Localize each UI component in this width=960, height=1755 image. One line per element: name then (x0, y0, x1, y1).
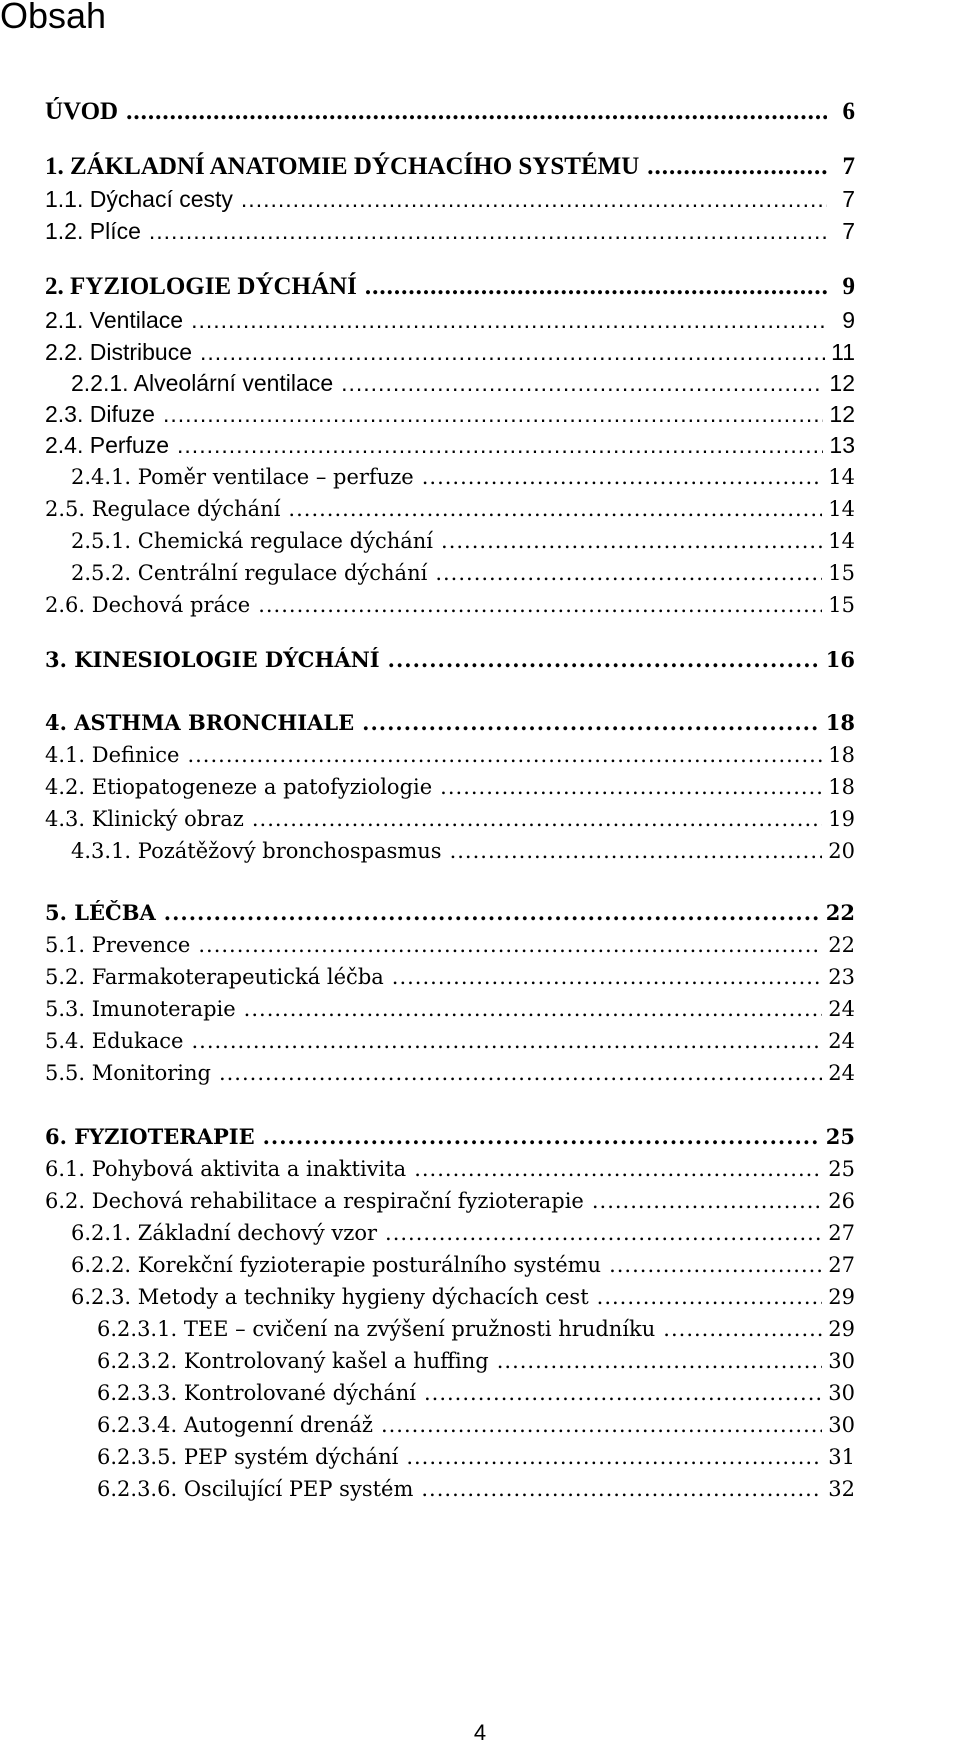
dot-leader (450, 834, 823, 868)
toc-entry-page: 18 (828, 775, 855, 799)
toc-entry-label: 2.5. Regulace dýchání (45, 497, 281, 521)
toc-entry-chapter-2[interactable] (45, 270, 855, 304)
toc-entry[interactable] (71, 556, 855, 590)
toc-entry[interactable] (45, 1152, 855, 1186)
toc-entry[interactable] (45, 397, 855, 431)
toc-entry-page: 22 (825, 900, 855, 925)
dot-leader (244, 992, 823, 1026)
toc-entry-label: 6.2. Dechová rehabilitace a respirační fyzioterapie (45, 1189, 584, 1213)
toc-entry-label: 5.4. Edukace (45, 1029, 184, 1053)
toc-entry-page: 24 (828, 1029, 855, 1053)
toc-entry-chapter-4[interactable] (45, 706, 855, 740)
toc-entry[interactable] (71, 366, 855, 400)
dot-leader (177, 428, 823, 462)
dot-leader (435, 556, 822, 590)
dot-leader (362, 706, 820, 740)
toc-entry-label: 2.2.1. Alveolární ventilace (71, 370, 334, 396)
toc-entry-page: 22 (828, 933, 855, 957)
toc-entry-label: 6. FYZIOTERAPIE (45, 1124, 255, 1149)
toc-entry-label: 5.3. Imunoterapie (45, 997, 236, 1021)
toc-entry-label: 2.3. Difuze (45, 401, 155, 427)
dot-leader (414, 1152, 822, 1186)
toc-entry-page: 18 (828, 743, 855, 767)
toc-entry-page: 31 (828, 1445, 855, 1469)
dot-leader (191, 303, 827, 337)
toc-entry-page: 30 (828, 1381, 855, 1405)
toc-entry[interactable] (45, 182, 855, 216)
toc-entry-chapter-6[interactable] (45, 1120, 855, 1154)
page-number: 4 (473, 1720, 487, 1745)
toc-entry-label: 2. FYZIOLOGIE DÝCHÁNÍ (45, 273, 357, 300)
toc-entry-page: 27 (828, 1221, 855, 1245)
toc-entry-page: 24 (828, 997, 855, 1021)
toc-entry-label: 2.5.2. Centrální regulace dýchání (71, 561, 428, 585)
toc-entry[interactable] (45, 1056, 855, 1090)
dot-leader (198, 928, 822, 962)
toc-entry-label: 1.1. Dýchací cesty (45, 186, 233, 212)
dot-leader (187, 738, 822, 772)
toc-entry-label: 4.3. Klinický obraz (45, 807, 244, 831)
toc-entry-label: 1. ZÁKLADNÍ ANATOMIE DÝCHACÍHO SYSTÉMU (45, 153, 640, 180)
toc-entry-page: 6 (842, 98, 855, 125)
toc-entry-page: 29 (828, 1317, 855, 1341)
toc-entry-page: 14 (828, 529, 855, 553)
dot-leader (422, 460, 823, 494)
toc-entry-label: 1.2. Plíce (45, 218, 141, 244)
toc-entry[interactable] (71, 1280, 855, 1314)
toc-entry-page: 23 (828, 965, 855, 989)
dot-leader (252, 802, 822, 836)
toc-entry[interactable] (97, 1408, 855, 1442)
toc-entry-page: 16 (825, 647, 855, 672)
dot-leader (647, 150, 827, 184)
toc-entry-label: 6.2.3.6. Oscilující PEP systém (97, 1477, 414, 1501)
dot-leader (406, 1440, 822, 1474)
toc-entry-label: 6.2.3.3. Kontrolované dýchání (97, 1381, 416, 1405)
toc-entry-label: 4.1. Definice (45, 743, 180, 767)
dot-leader (440, 770, 822, 804)
toc-entry[interactable] (45, 214, 855, 248)
toc-entry-page: 26 (828, 1189, 855, 1213)
toc-entry-label: 2.6. Dechová práce (45, 593, 251, 617)
toc-entry[interactable] (45, 928, 855, 962)
toc-entry[interactable] (45, 738, 855, 772)
toc-entry[interactable] (45, 588, 855, 622)
toc-entry-label: 5.5. Monitoring (45, 1061, 211, 1085)
dot-leader (385, 1216, 822, 1250)
dot-leader (421, 1472, 822, 1506)
toc-entry-label: 5. LÉČBA (45, 900, 156, 925)
toc-entry-page: 12 (829, 370, 855, 396)
toc-entry-label: 6.2.3. Metody a techniky hygieny dýchacích cest (71, 1285, 589, 1309)
toc-entry-page: 24 (828, 1061, 855, 1085)
dot-leader (258, 588, 822, 622)
toc-entry[interactable] (71, 1216, 855, 1250)
toc-entry-label: 6.1. Pohybová aktivita a inaktivita (45, 1157, 407, 1181)
dot-leader (288, 492, 822, 526)
dot-leader (365, 270, 827, 304)
toc-entry-page: 7 (842, 186, 855, 212)
toc-entry[interactable] (97, 1376, 855, 1410)
toc-entry-chapter-3[interactable] (45, 643, 855, 677)
toc-entry-label: 6.2.3.1. TEE – cvičení na zvýšení pružnosti hrudníku (97, 1317, 656, 1341)
toc-entry-page: 18 (825, 710, 855, 735)
toc-entry-page: 14 (828, 497, 855, 521)
toc-entry-label: 6.2.3.4. Autogenní drenáž (97, 1413, 373, 1437)
dot-leader (126, 95, 827, 129)
toc-entry-label: 2.2. Distribuce (45, 339, 193, 365)
toc-entry[interactable] (45, 335, 855, 369)
dot-leader (424, 1376, 822, 1410)
dot-leader (441, 524, 822, 558)
toc-entry[interactable] (97, 1472, 855, 1506)
toc-entry-page: 15 (828, 593, 855, 617)
toc-entry-label: 4. ASTHMA BRONCHIALE (45, 710, 355, 735)
toc-entry-label: 4.3.1. Pozátěžový bronchospasmus (71, 839, 442, 863)
toc-entry-page: 20 (828, 839, 855, 863)
toc-entry-chapter-5[interactable] (45, 896, 855, 930)
toc-entry-page: 19 (828, 807, 855, 831)
dot-leader (663, 1312, 822, 1346)
toc-entry-page: 7 (842, 218, 855, 244)
toc-entry[interactable] (71, 460, 855, 494)
toc-entry[interactable] (71, 834, 855, 868)
dot-leader (164, 896, 820, 930)
toc-entry-label: 6.2.3.2. Kontrolovaný kašel a huffing (97, 1349, 489, 1373)
toc-entry-page: 11 (831, 339, 855, 365)
toc-entry-label: 6.2.3.5. PEP systém dýchání (97, 1445, 399, 1469)
toc-entry-label: 4.2. Etiopatogeneze a patofyziologie (45, 775, 433, 799)
toc-entry-page: 9 (842, 273, 855, 300)
toc-entry-label: ÚVOD (45, 98, 119, 125)
toc-entry-page: 25 (825, 1124, 855, 1149)
toc-entry-uvod[interactable] (45, 95, 855, 129)
dot-leader (592, 1184, 822, 1218)
dot-leader (381, 1408, 822, 1442)
toc-entry-label: 5.1. Prevence (45, 933, 191, 957)
toc-entry[interactable] (45, 1024, 855, 1058)
dot-leader (200, 335, 825, 369)
toc-entry[interactable] (45, 802, 855, 836)
toc-entry-page: 9 (842, 307, 855, 333)
toc-entry-chapter-1[interactable] (45, 150, 855, 184)
toc-entry-page: 30 (828, 1413, 855, 1437)
dot-leader (191, 1024, 822, 1058)
toc-entry-label: 2.4.1. Poměr ventilace – perfuze (71, 465, 414, 489)
toc-entry[interactable] (97, 1440, 855, 1474)
toc-entry[interactable] (97, 1312, 855, 1346)
dot-leader (597, 1280, 823, 1314)
toc-entry[interactable] (45, 770, 855, 804)
toc-entry-page: 12 (829, 401, 855, 427)
dot-leader (497, 1344, 823, 1378)
dot-leader (219, 1056, 822, 1090)
toc-entry[interactable] (45, 303, 855, 337)
toc-entry-label: 2.1. Ventilace (45, 307, 184, 333)
toc-entry-page: 25 (828, 1157, 855, 1181)
dot-leader (388, 643, 820, 677)
dot-leader (149, 214, 827, 248)
dot-leader (241, 182, 827, 216)
toc-entry-page: 29 (828, 1285, 855, 1309)
page-title: Obsah (0, 0, 107, 36)
dot-leader (609, 1248, 822, 1282)
toc-entry-label: 2.5.1. Chemická regulace dýchání (71, 529, 434, 553)
toc-entry-label: 3. KINESIOLOGIE DÝCHÁNÍ (45, 647, 380, 672)
dot-leader (341, 366, 823, 400)
toc-entry-page: 14 (828, 465, 855, 489)
dot-leader (263, 1120, 820, 1154)
toc-entry-label: 2.4. Perfuze (45, 432, 170, 458)
toc-entry[interactable] (71, 1248, 855, 1282)
dot-leader (392, 960, 822, 994)
toc-entry[interactable] (45, 492, 855, 526)
toc-entry[interactable] (45, 428, 855, 462)
toc-entry-label: 6.2.2. Korekční fyzioterapie posturálního systému (71, 1253, 602, 1277)
toc-entry-label: 6.2.1. Základní dechový vzor (71, 1221, 378, 1245)
toc-entry-page: 27 (828, 1253, 855, 1277)
toc-entry[interactable] (71, 524, 855, 558)
toc-entry[interactable] (97, 1344, 855, 1378)
toc-entry-page: 7 (842, 153, 855, 180)
toc-entry[interactable] (45, 1184, 855, 1218)
dot-leader (163, 397, 823, 431)
toc-entry-page: 13 (829, 432, 855, 458)
toc-entry-page: 32 (828, 1477, 855, 1501)
toc-entry-label: 5.2. Farmakoterapeutická léčba (45, 965, 384, 989)
toc-entry-page: 15 (828, 561, 855, 585)
toc-entry[interactable] (45, 992, 855, 1026)
toc-entry-page: 30 (828, 1349, 855, 1373)
toc-entry[interactable] (45, 960, 855, 994)
